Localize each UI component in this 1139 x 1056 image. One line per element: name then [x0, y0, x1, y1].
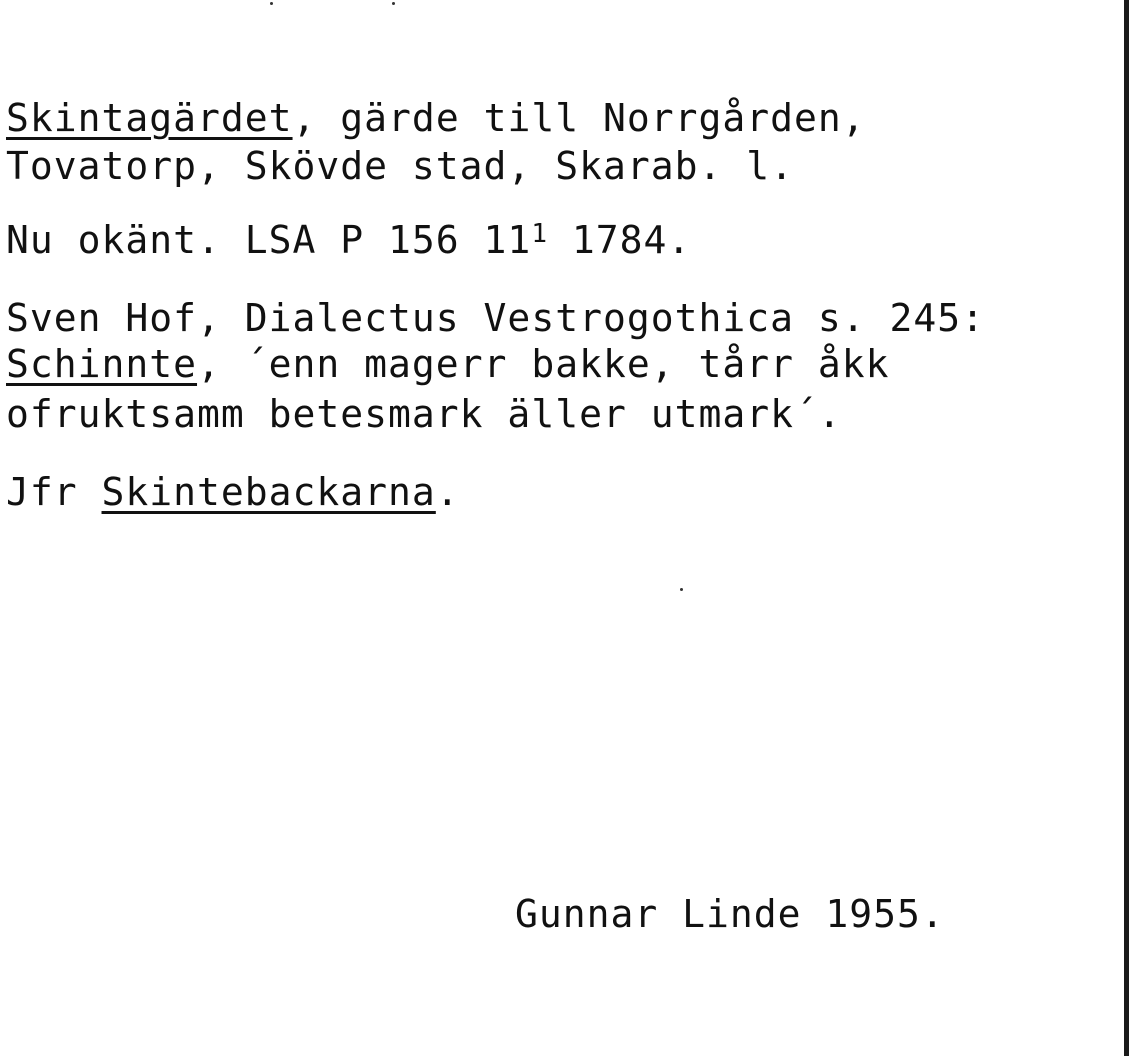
quote-text-1: , ´enn magerr bakke, tårr åkk: [197, 342, 890, 386]
entry-headword-line: [6, 96, 866, 140]
quote-line-2: ofruktsamm betesmark äller utmark´.: [6, 392, 842, 436]
ink-speck: [680, 588, 683, 591]
headword-description: , gärde till Norrgården,: [292, 96, 866, 140]
cross-reference-end: .: [435, 470, 460, 514]
source-year: 1784.: [547, 218, 692, 262]
card-edge-line: [1124, 0, 1129, 1056]
headword: Skintagärdet: [6, 96, 293, 140]
source-line: [6, 218, 691, 262]
cross-reference-headword: Skintebackarna: [101, 470, 436, 514]
quote-line-1: [6, 342, 890, 386]
citation-line: Sven Hof, Dialectus Vestrogothica s. 245:: [6, 296, 985, 340]
ink-speck: [270, 2, 273, 5]
signature: Gunnar Linde 1955.: [515, 892, 945, 936]
quoted-headword: Schinnte: [6, 342, 198, 386]
source-reference: Nu okänt. LSA P 156 11: [6, 218, 532, 262]
location-line: Tovatorp, Skövde stad, Skarab. l.: [6, 144, 794, 188]
cross-reference-prefix: Jfr: [6, 470, 102, 514]
source-superscript: 1: [531, 219, 548, 249]
ink-speck: [392, 2, 395, 5]
cross-reference-line: [6, 470, 460, 514]
